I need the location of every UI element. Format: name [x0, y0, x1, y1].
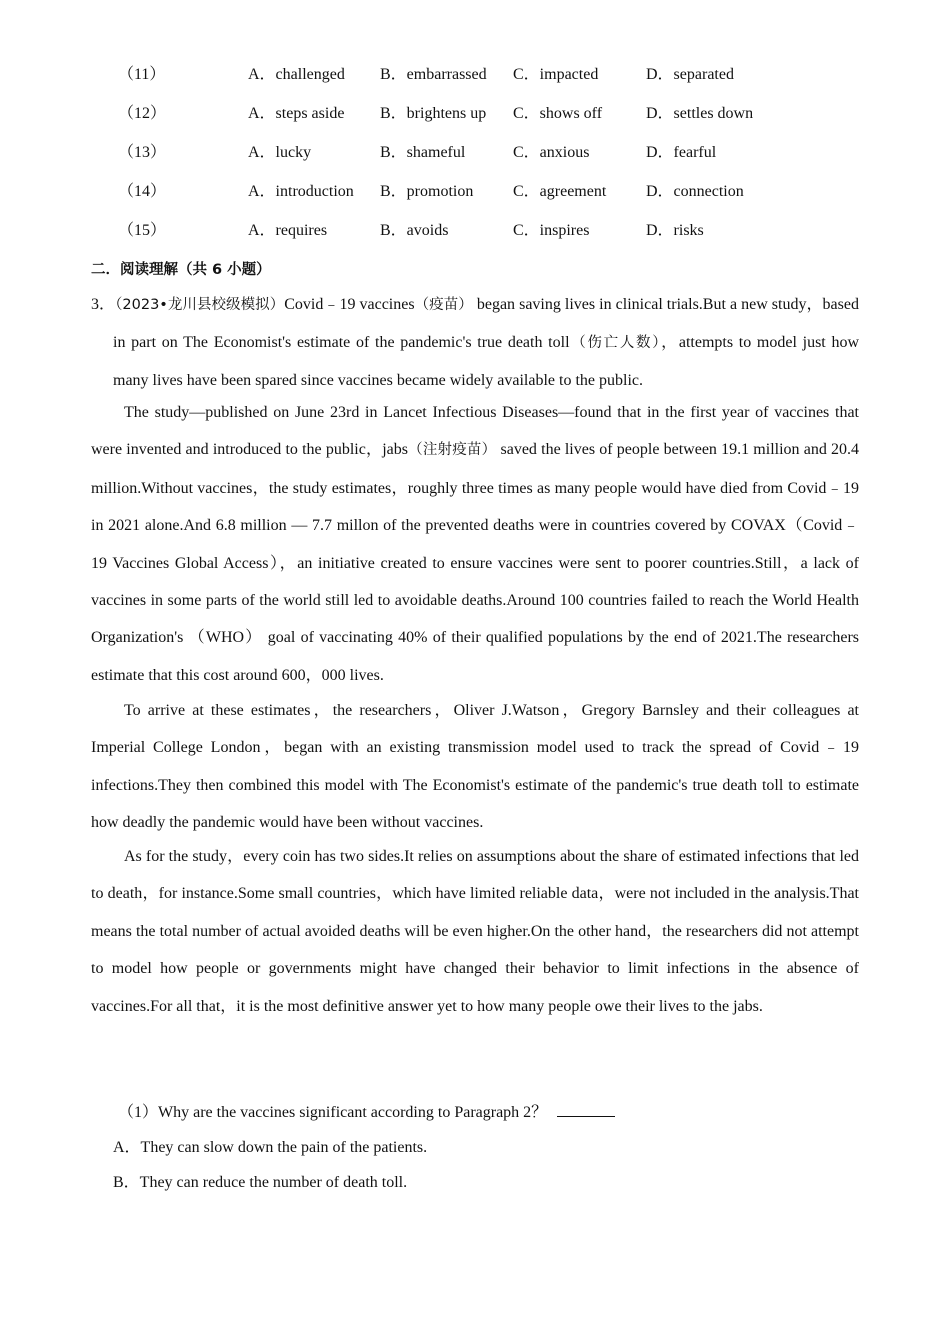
answer-blank [557, 1102, 615, 1117]
gloss-jabs: （注射疫苗） [407, 442, 497, 459]
passage-paragraph-2 [91, 394, 859, 694]
option-b: B．embarrassed [380, 66, 487, 83]
option-c: C．impacted [513, 66, 599, 83]
option-c: C．shows off [513, 105, 603, 122]
option-a: A．steps aside [248, 105, 345, 122]
option-c: C．inspires [513, 222, 590, 239]
option-b: B．brightens up [380, 105, 487, 122]
option-d: D．fearful [646, 144, 717, 161]
question-3-intro [91, 286, 859, 399]
option-d: D．connection [646, 183, 744, 200]
paragraph-2-text-2: saved the lives of people between 19.1 million and 20.4 million.Without vaccines，the study estimates，roughly three times as many people would have died from Covid﹣19 in 2021 alone.And 6.8 million — 7.7 millon of the prevented deaths were in countries covered by COVAX（Covid﹣19 Vaccines Global Access），an initiative created to ensure vaccines were sent to poorer countries.Still，a lack of vaccines in some parts of the world still led to avoidable deaths.Around 100 countries failed to reach the World Health Organization's （WHO） goal of vaccinating 40% of their qualified populations by the end of 2021.The researchers estimate that this cost around 600，000 lives. [91, 441, 860, 684]
intro-text-3: ，attempts to model just how many lives have been spared since vaccines became widely available to the public. [113, 334, 859, 389]
choice-a: A．They can slow down the pain of the patients. [113, 1139, 428, 1156]
gloss-death-toll: （伤亡人数） [569, 335, 662, 351]
option-b: B．shameful [380, 144, 466, 161]
option-a: A．lucky [248, 144, 312, 161]
option-d: D．settles down [646, 105, 754, 122]
option-b: B．avoids [380, 222, 449, 239]
passage-paragraph-3: To arrive at these estimates，the researchers，Oliver J.Watson，Gregory Barnsley and their colleagues at Imperial College London，began with an existing transmission model used to track the spread of Covid﹣19 infections.They then combined this model with The Economist's estimate of the pandemic's true death toll to estimate how deadly the pandemic would have been without vaccines. [91, 702, 859, 832]
intro-text-2: began saving lives in clinical trials.But a new study，based in part on The Economist's estimate of the pandemic's true death toll [113, 296, 859, 351]
choice-b: B．They can reduce the number of death toll. [113, 1174, 408, 1191]
blank-number: （14） [118, 183, 167, 200]
option-c: C．agreement [513, 183, 607, 200]
option-d: D．separated [646, 66, 734, 83]
option-b: B．promotion [380, 183, 474, 200]
intro-text-1: Covid﹣19 vaccines [284, 296, 415, 313]
paragraph-2-text-1: The study—published on June 23rd in Lancet Infectious Diseases—found that in the first year of vaccines that were invented and introduced to the public，jabs [91, 404, 859, 459]
blank-number: （15） [118, 222, 167, 239]
section-heading: 二．阅读理解（共 6 小题） [91, 262, 271, 278]
blank-number: （12） [118, 105, 167, 122]
question-source: （2023•龙川县校级模拟） [115, 297, 285, 313]
blank-number: （11） [118, 66, 166, 83]
sub-question-1 [118, 1101, 615, 1125]
option-a: A．requires [248, 222, 328, 239]
gloss-vaccine: （疫苗） [414, 297, 473, 313]
blank-number: （13） [118, 144, 167, 161]
option-d: D．risks [646, 222, 704, 239]
option-a: A．challenged [248, 66, 345, 83]
question-number: 3． [91, 296, 116, 313]
sub-question-prompt: （1）Why are the vaccines significant according to Paragraph 2？ [118, 1104, 548, 1121]
option-a: A．introduction [248, 183, 354, 200]
option-c: C．anxious [513, 144, 590, 161]
passage-paragraph-4: As for the study，every coin has two sides.It relies on assumptions about the share of estimated infections that led to death，for instance.Some small countries，which have limited reliable data，were not included in the analysis.That means the total number of actual avoided deaths will be even higher.On the other hand，the researchers did not attempt to model how people or governments might have changed their behavior to limit infections in the absence of vaccines.For all that，it is the most definitive answer yet to how many people owe their lives to the jabs. [91, 848, 859, 1015]
